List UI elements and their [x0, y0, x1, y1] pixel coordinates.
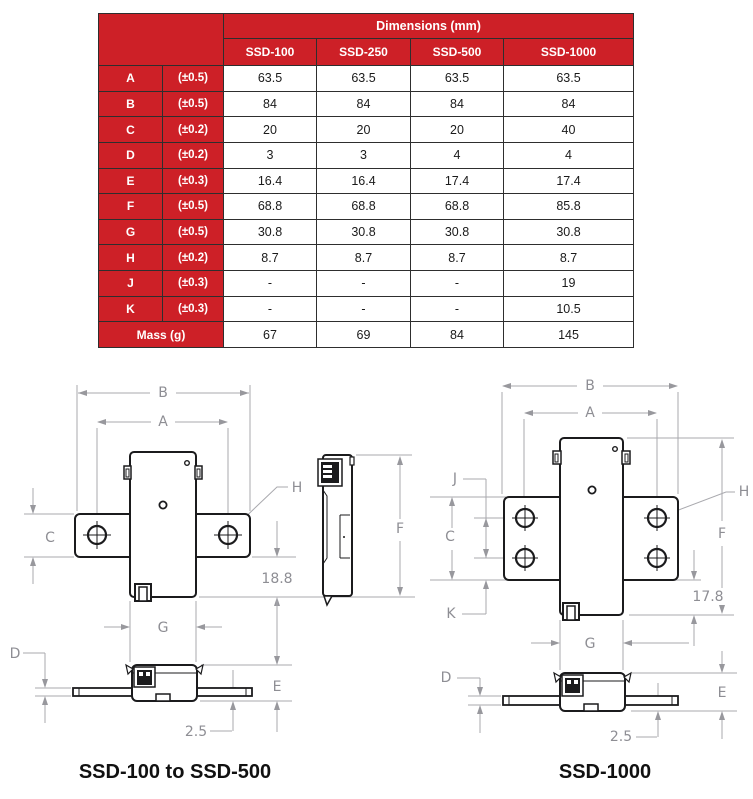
table-row — [99, 117, 634, 143]
drawing-left-top-view — [75, 452, 250, 601]
center-hole — [159, 501, 166, 508]
tolerance-cell: (±0.5) — [163, 91, 224, 117]
tolerance-cell: (±0.2) — [163, 117, 224, 143]
tolerance-cell: (±0.2) — [163, 245, 224, 271]
dim-label-k-right: K — [446, 606, 456, 622]
value-cell: 17.4 — [504, 168, 634, 194]
row-label-cell: A — [99, 66, 163, 92]
dim-label-2-5-left: 2.5 — [184, 724, 208, 740]
value-cell: 68.8 — [411, 194, 504, 220]
value-cell: - — [317, 271, 411, 297]
value-cell: 4 — [504, 142, 634, 168]
table-header-row-group — [99, 14, 634, 39]
table-row — [99, 142, 634, 168]
value-cell: 8.7 — [504, 245, 634, 271]
value-cell: 67 — [224, 322, 317, 348]
value-cell: 63.5 — [504, 66, 634, 92]
row-label-cell: F — [99, 194, 163, 220]
column-header-ssd-100: SSD-100 — [224, 39, 317, 66]
table-row — [99, 296, 634, 322]
tolerance-cell: (±0.3) — [163, 296, 224, 322]
drawing-right-top-view — [504, 438, 678, 620]
value-cell: 8.7 — [411, 245, 504, 271]
table-row — [99, 194, 634, 220]
value-cell: 68.8 — [224, 194, 317, 220]
column-header-ssd-250: SSD-250 — [317, 39, 411, 66]
drawing-right-side-view — [503, 673, 678, 711]
table-row — [99, 66, 634, 92]
drawing-left-side-view — [73, 665, 252, 701]
value-cell: 30.8 — [224, 219, 317, 245]
dim-label-h-left: H — [291, 480, 303, 496]
value-cell: 8.7 — [317, 245, 411, 271]
value-cell: 84 — [504, 91, 634, 117]
value-cell: 69 — [317, 322, 411, 348]
dim-label-c-left: C — [45, 530, 55, 546]
tolerance-cell: (±0.3) — [163, 168, 224, 194]
table-corner-cell — [99, 14, 224, 66]
value-cell: 19 — [504, 271, 634, 297]
row-label-cell: G — [99, 219, 163, 245]
value-cell: 10.5 — [504, 296, 634, 322]
value-cell: 63.5 — [317, 66, 411, 92]
value-cell: 68.8 — [317, 194, 411, 220]
value-cell: 16.4 — [224, 168, 317, 194]
value-cell: 84 — [224, 91, 317, 117]
value-cell: 20 — [317, 117, 411, 143]
mass-label-cell: Mass (g) — [99, 322, 224, 348]
value-cell: - — [224, 296, 317, 322]
drawing-left-dimension-lines — [23, 385, 415, 732]
dim-label-f-left: F — [395, 521, 405, 537]
value-cell: 145 — [504, 322, 634, 348]
value-cell: 4 — [411, 142, 504, 168]
tolerance-cell: (±0.5) — [163, 194, 224, 220]
value-cell: 17.4 — [411, 168, 504, 194]
dim-label-j-right: J — [452, 471, 458, 487]
value-cell: - — [317, 296, 411, 322]
value-cell: 63.5 — [224, 66, 317, 92]
row-label-cell: D — [99, 142, 163, 168]
dim-label-f-right: F — [717, 526, 727, 542]
value-cell: 84 — [317, 91, 411, 117]
row-label-cell: H — [99, 245, 163, 271]
value-cell: 30.8 — [504, 219, 634, 245]
row-label-cell: C — [99, 117, 163, 143]
dim-label-e-right: E — [717, 685, 727, 701]
pilot-hole — [613, 447, 618, 452]
group-header-cell: Dimensions (mm) — [224, 14, 634, 39]
value-cell: 3 — [317, 142, 411, 168]
value-cell: 8.7 — [224, 245, 317, 271]
value-cell: 63.5 — [411, 66, 504, 92]
value-cell: 20 — [224, 117, 317, 143]
value-cell: - — [411, 296, 504, 322]
dim-label-d-left: D — [9, 646, 21, 662]
dim-label-h-right: H — [738, 484, 750, 500]
dim-label-g-right: G — [584, 636, 596, 652]
table-row — [99, 245, 634, 271]
value-cell: 16.4 — [317, 168, 411, 194]
value-cell: 85.8 — [504, 194, 634, 220]
value-cell: 30.8 — [411, 219, 504, 245]
table-row — [99, 271, 634, 297]
value-cell: 84 — [411, 322, 504, 348]
dim-label-d-right: D — [440, 670, 452, 686]
value-cell: 3 — [224, 142, 317, 168]
dim-label-e-left: E — [272, 679, 282, 695]
table-row — [99, 168, 634, 194]
tolerance-cell: (±0.5) — [163, 66, 224, 92]
dim-label-g-left: G — [157, 620, 169, 636]
tolerance-cell: (±0.3) — [163, 271, 224, 297]
column-header-ssd-500: SSD-500 — [411, 39, 504, 66]
value-cell: 84 — [411, 91, 504, 117]
table-row — [99, 219, 634, 245]
dim-label-a-left: A — [158, 414, 168, 430]
pilot-hole — [185, 461, 190, 466]
value-cell: 40 — [504, 117, 634, 143]
drawing-middle-profile-view — [318, 455, 354, 605]
row-label-cell: K — [99, 296, 163, 322]
dim-label-c-right: C — [445, 529, 455, 545]
value-cell: 30.8 — [317, 219, 411, 245]
dim-label-2-5-right: 2.5 — [609, 729, 633, 745]
value-cell: - — [411, 271, 504, 297]
row-label-cell: E — [99, 168, 163, 194]
tolerance-cell: (±0.5) — [163, 219, 224, 245]
dim-label-b-right: B — [585, 378, 595, 394]
caption-ssd-100-to-500: SSD-100 to SSD-500 — [78, 761, 272, 783]
caption-ssd-1000: SSD-1000 — [558, 761, 652, 783]
value-cell: 20 — [411, 117, 504, 143]
table-row — [99, 91, 634, 117]
technical-drawings — [0, 360, 753, 799]
dimensions-table — [98, 13, 634, 348]
column-header-ssd-1000: SSD-1000 — [504, 39, 634, 66]
tolerance-cell: (±0.2) — [163, 142, 224, 168]
table-mass-row — [99, 322, 634, 348]
dim-label-a-right: A — [585, 405, 595, 421]
row-label-cell: B — [99, 91, 163, 117]
dim-label-18-8: 18.8 — [261, 571, 293, 587]
dim-label-17-8: 17.8 — [692, 589, 724, 605]
row-label-cell: J — [99, 271, 163, 297]
dim-label-b-left: B — [158, 385, 168, 401]
value-cell: - — [224, 271, 317, 297]
center-hole — [588, 486, 595, 493]
